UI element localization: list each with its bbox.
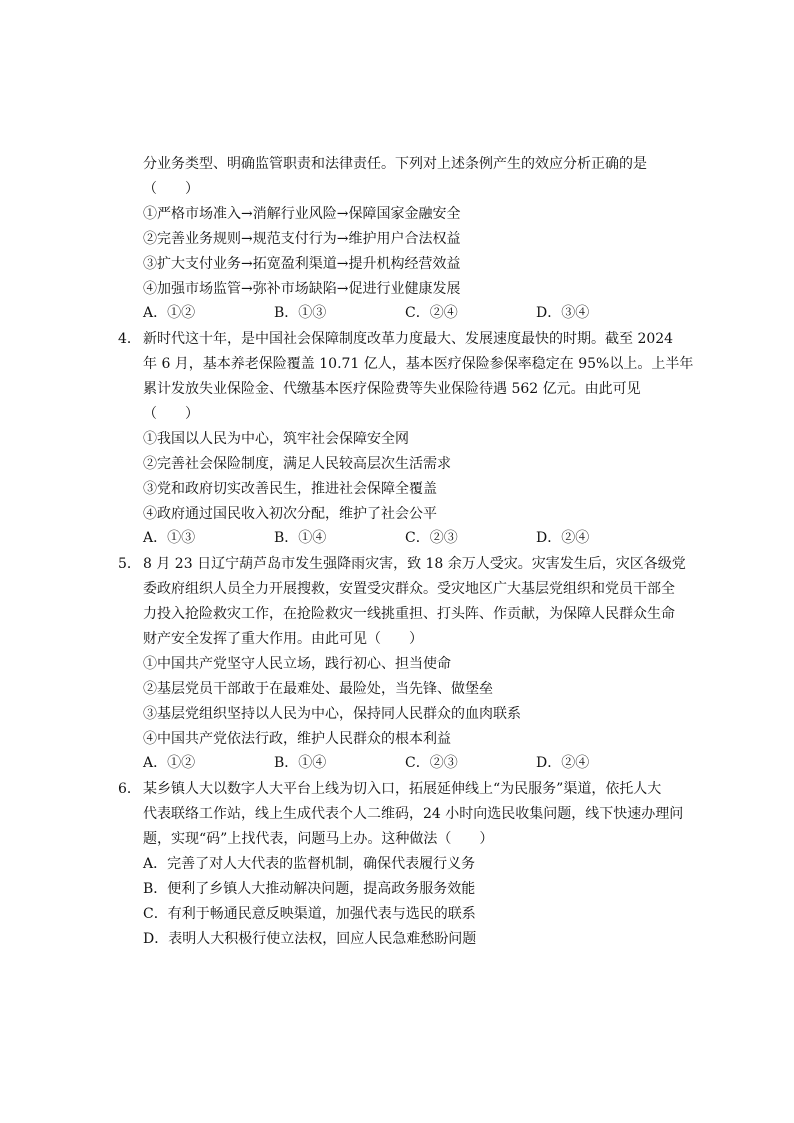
q4-choice-b: B．①④: [274, 530, 327, 546]
q3-stem-line: 分业务类型、明确监管职责和法律责任。下列对上述条例产生的效应分析正确的是: [143, 156, 647, 172]
q4-choice-a: A．①③: [143, 530, 196, 546]
q3-choice-d: D．③④: [536, 305, 590, 321]
q3-choice-c: C．②④: [405, 305, 458, 321]
q3-answer-blank: （ ）: [143, 181, 199, 197]
q6-option-a: A．完善了对人大代表的监督机制，确保代表履行义务: [143, 856, 476, 872]
q6-number: 6．: [118, 781, 141, 797]
q6-option-d: D．表明人大积极行使立法权，回应人民急难愁盼问题: [143, 931, 477, 947]
q5-choice-c: C．②③: [405, 755, 458, 771]
q6-option-c: C．有利于畅通民意反映渠道，加强代表与选民的联系: [143, 906, 476, 922]
q3-option-1: ①严格市场准入→消解行业风险→保障国家金融安全: [143, 206, 461, 222]
q6-stem-line: 题，实现“码”上找代表，问题马上办。这种做法（ ）: [143, 831, 494, 847]
q4-answer-blank: （ ）: [143, 406, 199, 422]
q5-option-4: ④中国共产党依法行政，维护人民群众的根本利益: [143, 731, 451, 747]
q4-option-2: ②完善社会保险制度，满足人民较高层次生活需求: [143, 456, 451, 472]
q4-choice-c: C．②③: [405, 530, 458, 546]
q4-stem-line: 新时代这十年，是中国社会保障制度改革力度最大、发展速度最快的时期。截至 2024: [143, 331, 674, 347]
q6-stem-line: 某乡镇人大以数字人大平台上线为切入口，拓展延伸线上“为民服务”渠道，依托人大: [143, 781, 662, 797]
q3-choice-b: B．①③: [274, 305, 327, 321]
q4-number: 4．: [118, 331, 141, 347]
q3-choices: [143, 303, 613, 323]
q3-option-2: ②完善业务规则→规范支付行为→维护用户合法权益: [143, 231, 461, 247]
q5-stem-line: 力投入抢险救灾工作，在抢险救灾一线挑重担、打头阵、作贡献，为保障人民群众生命: [143, 606, 675, 622]
q5-choices: [143, 753, 613, 773]
q5-choice-b: B．①④: [274, 755, 327, 771]
q4-stem-line: 年 6 月，基本养老保险覆盖 10.71 亿人，基本医疗保险参保率稳定在 95%以上。上半年: [143, 356, 694, 372]
q5-option-3: ③基层党组织坚持以人民为中心，保持同人民群众的血肉联系: [143, 706, 521, 722]
q5-number: 5．: [118, 556, 141, 572]
q4-stem-line: 累计发放失业保险金、代缴基本医疗保险费等失业保险待遇 562 亿元。由此可见: [143, 381, 641, 397]
q5-stem-line: 委政府组织人员全力开展搜救，安置受灾群众。受灾地区广大基层党组织和党员干部全: [143, 581, 675, 597]
q5-option-2: ②基层党员干部敢于在最难处、最险处，当先锋、做堡垒: [143, 681, 493, 697]
q3-option-4: ④加强市场监管→弥补市场缺陷→促进行业健康发展: [143, 281, 461, 297]
q3-choice-a: A．①②: [143, 305, 196, 321]
q5-stem-line: 财产安全发挥了重大作用。由此可见（ ）: [143, 631, 423, 647]
q5-choice-a: A．①②: [143, 755, 196, 771]
q4-option-4: ④政府通过国民收入初次分配，维护了社会公平: [143, 506, 437, 522]
q5-stem-line: 8 月 23 日辽宁葫芦岛市发生强降雨灾害，致 18 余万人受灾。灾害发生后，灾区各级党: [143, 556, 686, 572]
q6-stem-line: 代表联络工作站，线上生成代表个人二维码，24 小时向选民收集问题，线下快速办理问: [143, 806, 684, 822]
q5-choice-d: D．②④: [536, 755, 590, 771]
q3-option-3: ③扩大支付业务→拓宽盈利渠道→提升机构经营效益: [143, 256, 461, 272]
q4-choice-d: D．②④: [536, 530, 590, 546]
q4-option-3: ③党和政府切实改善民生，推进社会保障全覆盖: [143, 481, 437, 497]
q4-option-1: ①我国以人民为中心，筑牢社会保障安全网: [143, 431, 409, 447]
q5-option-1: ①中国共产党坚守人民立场，践行初心、担当使命: [143, 656, 451, 672]
q4-choices: [143, 528, 613, 548]
q6-option-b: B．便利了乡镇人大推动解决问题，提高政务服务效能: [143, 881, 476, 897]
